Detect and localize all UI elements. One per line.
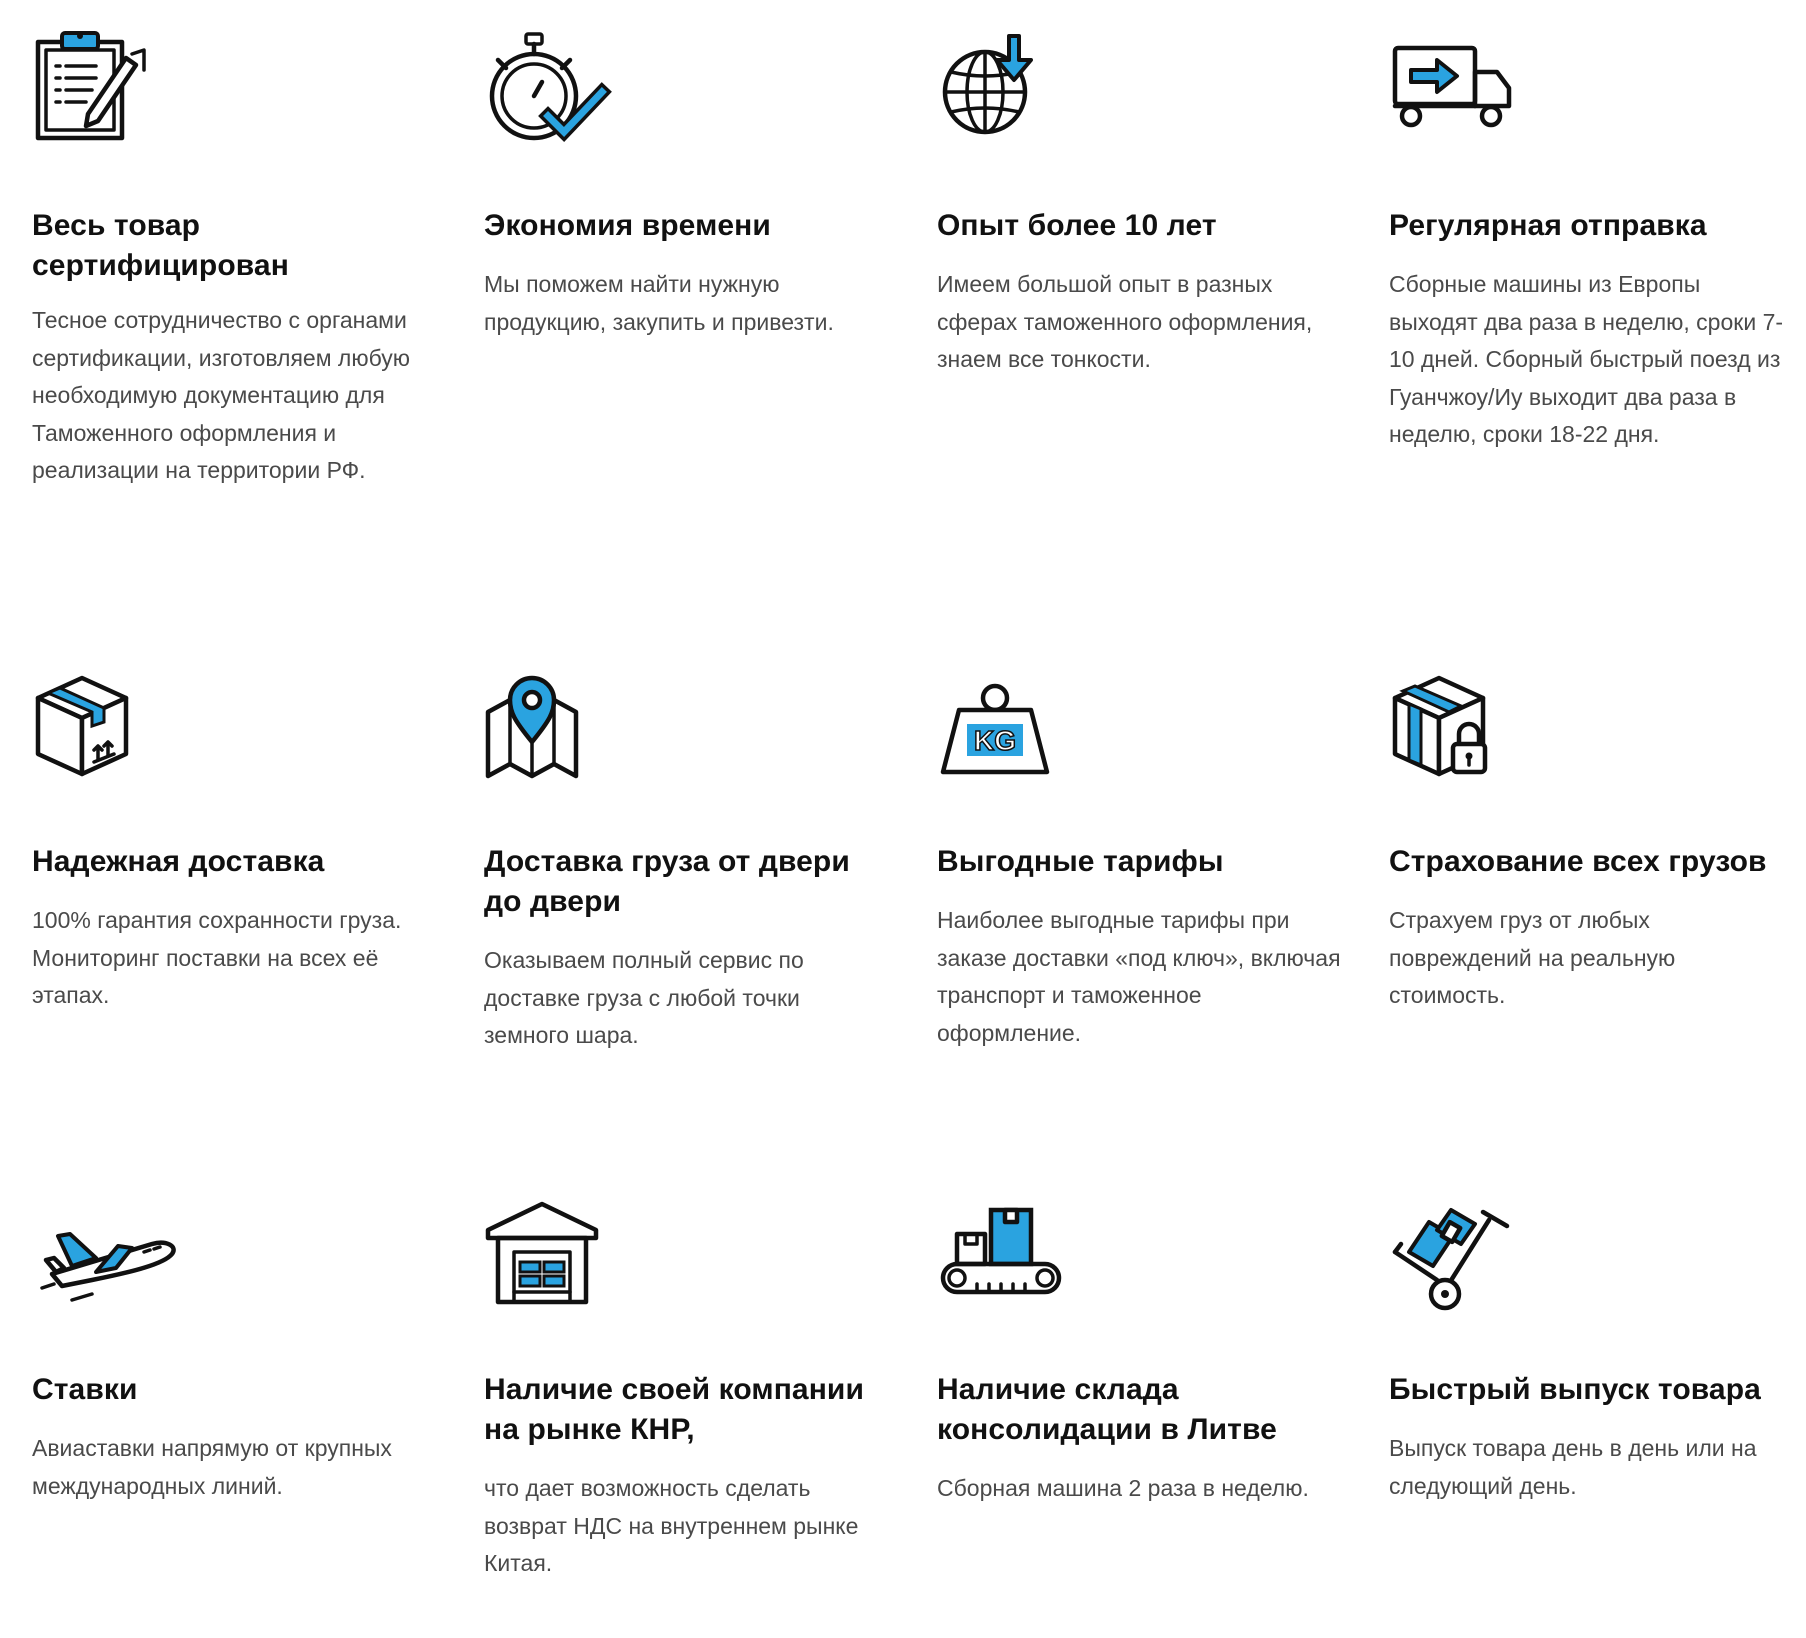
kg-label: KG [974, 725, 1016, 756]
feature-description: Авиаставки напрямую от крупных международных линий. [32, 1435, 392, 1499]
feature-card-tariffs [937, 672, 1347, 1092]
feature-card-fast-release [1389, 1200, 1799, 1620]
feature-card-china-company [484, 1200, 894, 1620]
conveyor-belt-icon [937, 1200, 1087, 1330]
feature-card-door-to-door [484, 672, 894, 1092]
feature-title: Наличие склада консолидации в Литве [937, 1373, 1277, 1446]
feature-description: Имеем большой опыт в разных сферах таможенного оформления, знаем все тонкости. [937, 271, 1313, 372]
feature-card-lithuania-warehouse [937, 1200, 1347, 1620]
feature-title: Быстрый выпуск товара [1389, 1373, 1761, 1406]
feature-card-experience [937, 30, 1347, 550]
feature-card-time-saving [484, 30, 894, 550]
feature-description: Выпуск товара день в день или на следующий день. [1389, 1435, 1757, 1499]
feature-title: Ставки [32, 1373, 138, 1406]
feature-description: Тесное сотрудничество с органами сертификации, изготовляем любую необходимую документацию для Таможенного оформления и реализации на территории РФ. [32, 307, 411, 483]
map-pin-icon [484, 672, 634, 802]
feature-title: Выгодные тарифы [937, 845, 1224, 878]
feature-description: Сборные машины из Европы выходят два раза в неделю, сроки 7-10 дней. Сборный быстрый поезд из Гуанчжоу/Иу выходит два раза в неделю, сроки 18-22 дня. [1389, 271, 1784, 447]
feature-title: Регулярная отправка [1389, 209, 1707, 242]
feature-title: Надежная доставка [32, 845, 325, 878]
feature-card-reliable-delivery [32, 672, 442, 1092]
feature-title: Опыт более 10 лет [937, 209, 1217, 242]
clipboard-checklist-icon [32, 30, 182, 160]
feature-title: Весь товар сертифицирован [32, 209, 289, 282]
feature-description: Страхуем груз от любых повреждений на реальную стоимость. [1389, 907, 1676, 1008]
feature-description: Сборная машина 2 раза в неделю. [937, 1475, 1309, 1501]
feature-title: Страхование всех грузов [1389, 845, 1767, 878]
package-box-icon [32, 672, 182, 802]
feature-title: Наличие своей компании на рынке КНР, [484, 1373, 864, 1446]
feature-title: Доставка груза от двери до двери [484, 845, 850, 918]
delivery-truck-icon [1389, 30, 1539, 160]
feature-description: Наиболее выгодные тарифы при заказе доставки «под ключ», включая транспорт и таможенное оформление. [937, 907, 1341, 1046]
weight-kg-icon [937, 672, 1087, 802]
feature-card-insurance [1389, 672, 1799, 1092]
stopwatch-check-icon [484, 30, 634, 160]
hand-truck-icon [1389, 1200, 1539, 1330]
warehouse-icon [484, 1200, 634, 1330]
feature-card-air-rates [32, 1200, 442, 1620]
feature-card-certified [32, 30, 442, 550]
airplane-icon [32, 1200, 182, 1330]
feature-description: Мы поможем найти нужную продукцию, закупить и привезти. [484, 271, 834, 335]
box-lock-icon [1389, 672, 1539, 802]
feature-title: Экономия времени [484, 209, 771, 242]
feature-description: что дает возможность сделать возврат НДС на внутреннем рынке Китая. [484, 1475, 859, 1576]
feature-description: Оказываем полный сервис по доставке груза с любой точки земного шара. [484, 947, 804, 1048]
feature-description: 100% гарантия сохранности груза. Мониторинг поставки на всех её этапах. [32, 907, 402, 1008]
globe-download-icon [937, 30, 1087, 160]
feature-card-regular-shipping [1389, 30, 1799, 550]
